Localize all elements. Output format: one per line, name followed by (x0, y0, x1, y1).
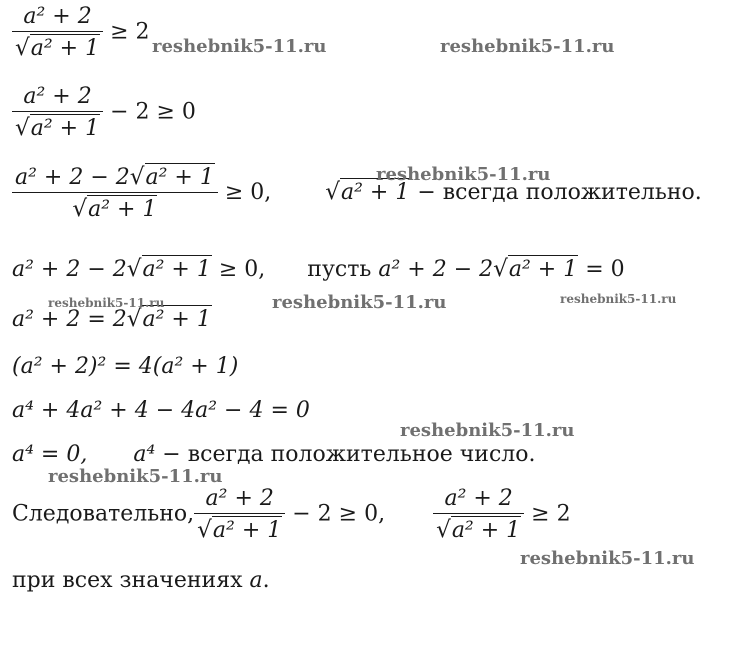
math-line-10 (12, 568, 270, 593)
fraction (12, 164, 218, 222)
radicand: a² + 1 (142, 307, 211, 332)
sqrt: √a² + 1 (436, 517, 521, 543)
numerator: a² + 2 (23, 4, 92, 29)
radicand: a² + 1 (88, 197, 157, 222)
watermark: reshebnik5-11.ru (440, 36, 615, 57)
relation: ≥ 0, (224, 180, 272, 205)
numerator: a² + 2 (23, 84, 92, 109)
sqrt: √a² + 1 (325, 179, 410, 205)
math-line-3 (12, 164, 702, 222)
numerator-prefix: a² + 2 − 2 (15, 165, 130, 190)
radicand: a² + 1 (451, 518, 521, 543)
math-line-2 (12, 84, 196, 141)
watermark: reshebnik5-11.ru (400, 420, 575, 441)
note-text: всегда положительное число. (187, 442, 536, 467)
relation: − 2 ≥ 0, (292, 501, 386, 527)
radicand: a² + 1 (30, 116, 100, 141)
radicand: a² + 1 (341, 180, 410, 205)
sqrt: √a² + 1 (126, 256, 211, 282)
radicand: a² + 1 (145, 165, 214, 190)
sqrt: √a² + 1 (15, 35, 100, 61)
expression: a² + 2 − 2 (12, 257, 127, 282)
sqrt: √a² + 1 (129, 164, 214, 190)
let-word: пусть (307, 257, 372, 282)
fraction (12, 84, 103, 141)
watermark: reshebnik5-11.ru (152, 36, 327, 57)
radicand: a² + 1 (142, 257, 211, 282)
radicand: a² + 1 (508, 257, 578, 282)
period: . (262, 568, 270, 593)
sqrt: √a² + 1 (493, 256, 578, 282)
note-text: − всегда положительно. (417, 180, 702, 205)
watermark: reshebnik5-11.ru (48, 296, 165, 310)
radicand: a² + 1 (212, 518, 282, 543)
expression: a² + 2 − 2 (378, 257, 494, 282)
watermark: reshebnik5-11.ru (520, 548, 695, 569)
equation: a⁴ = 0, (12, 442, 88, 467)
expression: a⁴ − (133, 442, 181, 467)
numerator: a² + 2 (205, 486, 274, 511)
sqrt: √a² + 1 (15, 115, 100, 141)
watermark: reshebnik5-11.ru (272, 292, 447, 313)
sqrt: √a² + 1 (197, 517, 282, 543)
expression: a² + 2 = 2 (12, 307, 127, 332)
watermark: reshebnik5-11.ru (48, 466, 223, 487)
relation: − 2 ≥ 0 (110, 99, 196, 125)
radicand: a² + 1 (30, 36, 100, 61)
relation: ≥ 2 (531, 501, 571, 527)
equation: (a² + 2)² = 4(a² + 1) (12, 354, 239, 379)
math-line-7 (12, 398, 310, 423)
sqrt: √a² + 1 (72, 196, 157, 222)
fraction (12, 4, 103, 61)
watermark: reshebnik5-11.ru (376, 164, 551, 185)
relation: ≥ 2 (110, 19, 150, 45)
numerator: a² + 2 (444, 486, 513, 511)
fraction (433, 486, 524, 543)
math-line-1 (12, 4, 150, 61)
fraction (194, 486, 285, 543)
equation: a⁴ + 4a² + 4 − 4a² − 4 = 0 (12, 398, 310, 423)
math-line-9 (12, 486, 571, 543)
math-line-4 (12, 256, 625, 282)
math-line-6 (12, 354, 238, 379)
watermark: reshebnik5-11.ru (560, 292, 677, 306)
math-line-8 (12, 442, 535, 467)
relation: ≥ 0, (218, 257, 266, 282)
sqrt: √a² + 1 (126, 306, 211, 332)
conclusion-text: при всех значениях (12, 568, 243, 593)
variable: a (249, 568, 263, 593)
conclusion-word: Следовательно, (12, 501, 195, 527)
relation: = 0 (585, 257, 625, 282)
